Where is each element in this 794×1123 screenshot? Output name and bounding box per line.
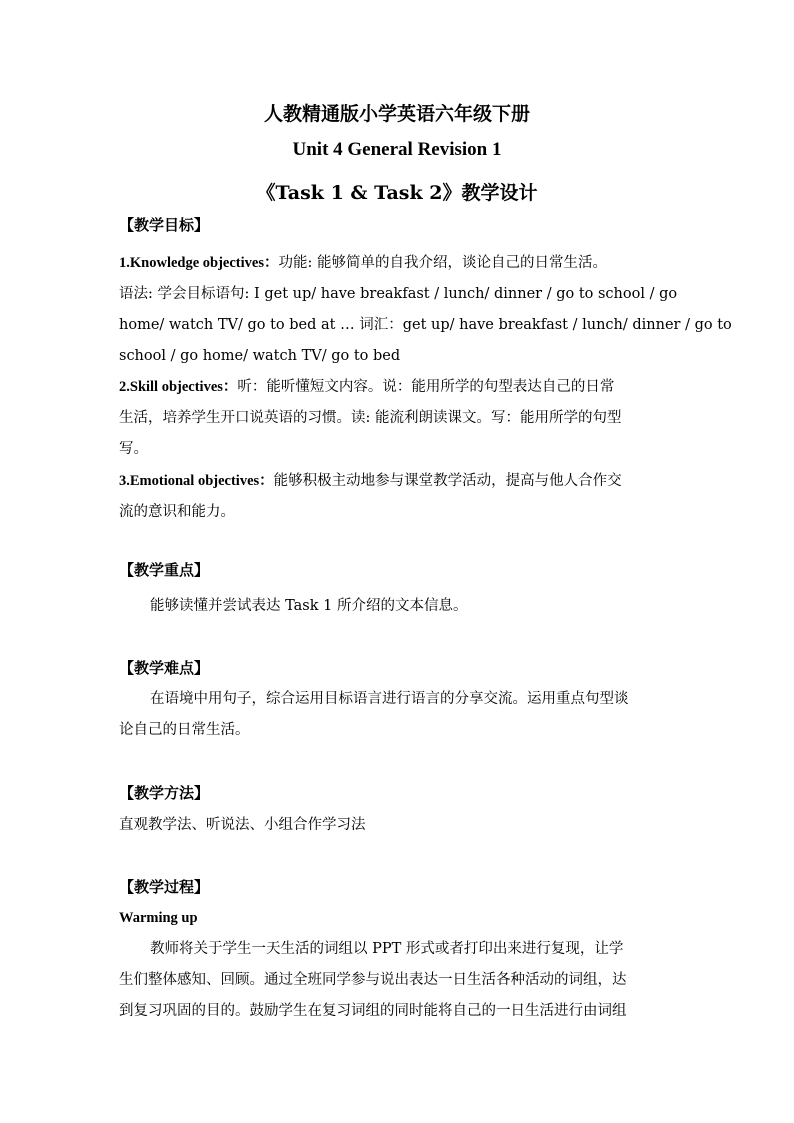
process-text-2: 生们整体感知、回顾。通过全班同学参与说出表达一日生活各种活动的词组，达: [119, 972, 627, 988]
skill-label: 2.Skill objectives：: [119, 379, 238, 395]
grammar-line-3: school / go home/ watch TV/ go to bed: [119, 348, 401, 364]
process-heading: 【教学过程】: [119, 878, 210, 896]
emotional-label: 3.Emotional objectives：: [119, 473, 274, 489]
skill-text-3: 写。: [119, 441, 148, 457]
knowledge-label: 1.Knowledge objectives：: [119, 255, 279, 271]
skill-text-1: 听：能听懂短文内容。说：能用所学的句型表达自己的日常: [237, 379, 615, 395]
emotional-objectives: [119, 471, 679, 491]
difficulties-text-1: 在语境中用句子，综合运用目标语言进行语言的分享交流。运用重点句型谈: [150, 691, 629, 707]
knowledge-objectives: [119, 253, 679, 273]
unit-title: Unit 4 General Revision 1: [292, 139, 502, 160]
warming-up-label: Warming up: [119, 910, 198, 926]
knowledge-text: 功能: 能够简单的自我介绍，谈论自己的日常生活。: [278, 255, 607, 271]
key-points-text: 能够读懂并尝试表达 Task 1 所介绍的文本信息。: [150, 598, 468, 614]
difficulties-heading: 【教学难点】: [119, 659, 210, 677]
emotional-text-1: 能够积极主动地参与课堂教学活动，提高与他人合作交: [273, 473, 622, 489]
grammar-line-1: 语法: 学会目标语句: I get up/ have breakfast / lunch/ dinner / go to school / go: [119, 286, 678, 302]
process-text-3: 到复习巩固的目的。鼓励学生在复习词组的同时能将自己的一日生活进行由词组: [119, 1003, 627, 1019]
methods-heading: 【教学方法】: [119, 784, 210, 802]
difficulties-text-2: 论自己的日常生活。: [119, 722, 250, 738]
skill-text-2: 生活，培养学生开口说英语的习惯。读: 能流利朗读课文。写：能用所学的句型: [119, 410, 622, 426]
document-title: 人教精通版小学英语六年级下册: [263, 103, 530, 125]
grammar-line-2: home/ watch TV/ go to bed at … 词汇：get up/ have breakfast / lunch/ dinner / go to: [119, 317, 732, 333]
process-text-1: 教师将关于学生一天生活的词组以 PPT 形式或者打印出来进行复现，让学: [150, 941, 624, 957]
skill-objectives: [119, 377, 679, 397]
emotional-text-2: 流的意识和能力。: [119, 504, 235, 520]
methods-text: 直观教学法、听说法、小组合作学习法: [119, 817, 366, 833]
lesson-design-title: 《Task 1 & Task 2》教学设计: [256, 182, 538, 204]
objectives-heading: 【教学目标】: [119, 216, 210, 234]
key-points-heading: 【教学重点】: [119, 561, 210, 579]
